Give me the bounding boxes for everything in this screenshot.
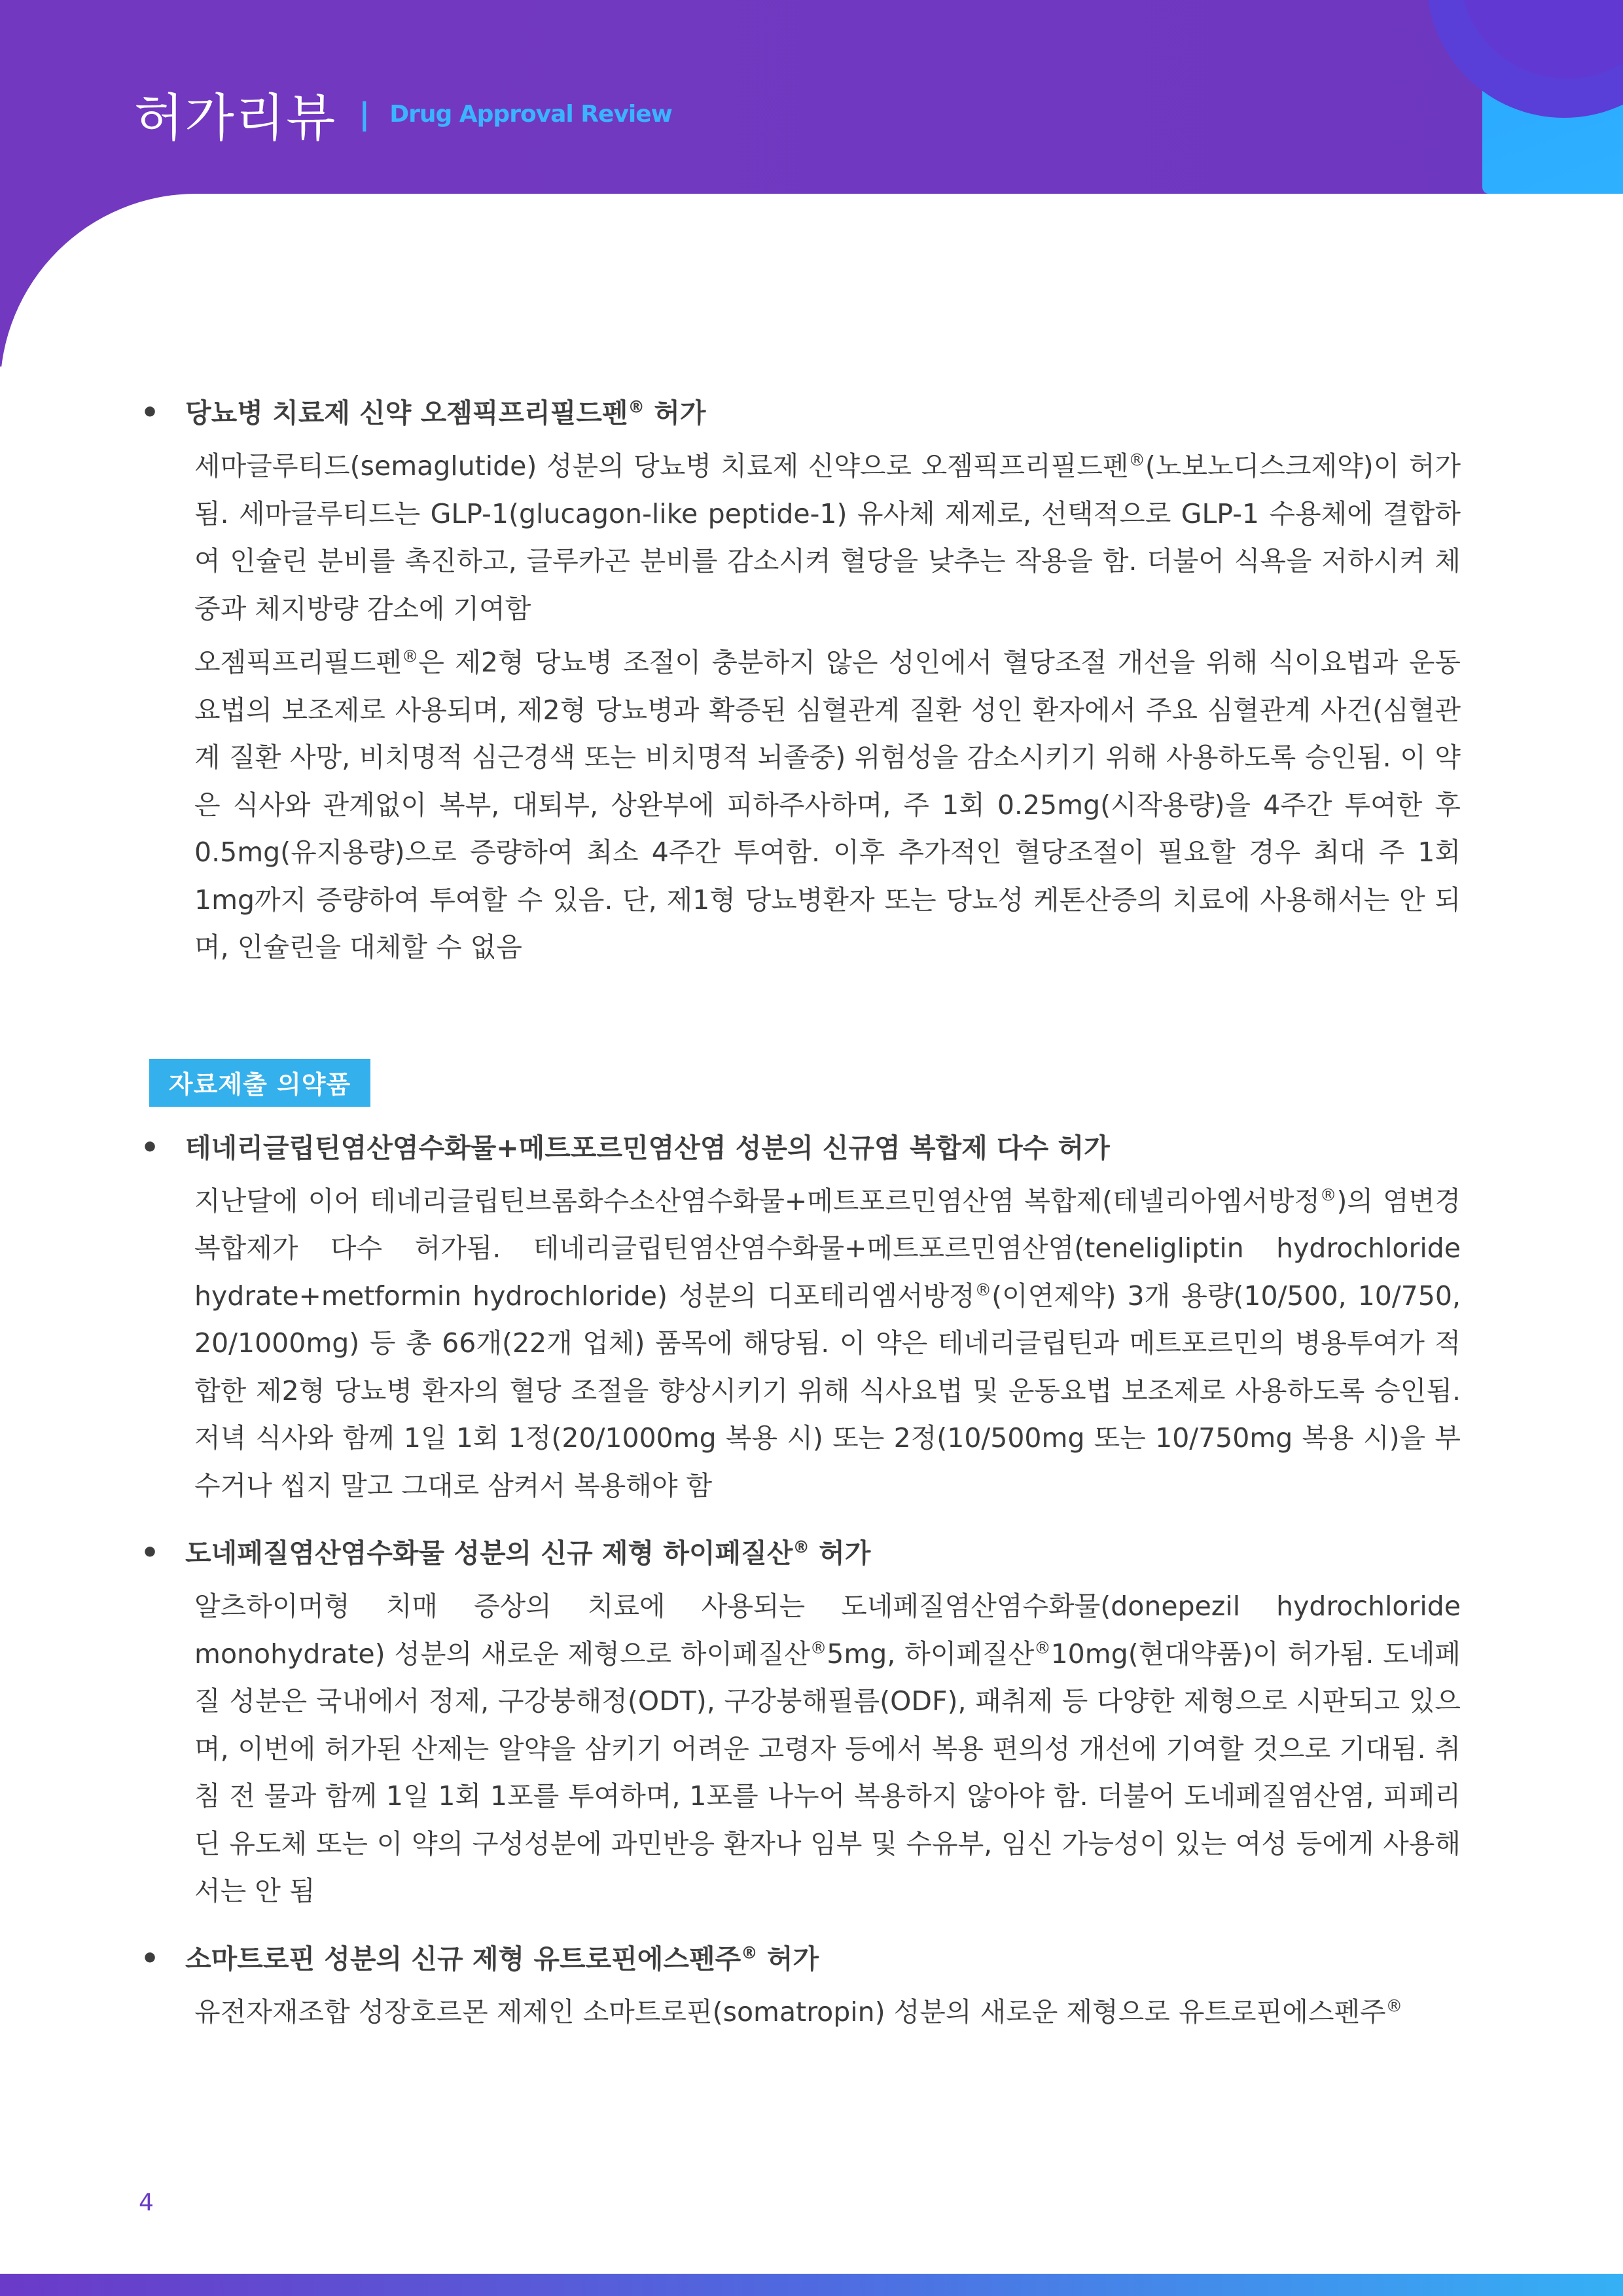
article-body <box>141 393 1489 2042</box>
bullet: • <box>141 1536 160 1570</box>
brand <box>134 77 672 151</box>
section-subtitle: Drug Approval Review <box>389 100 672 128</box>
paragraph: 세마글루티드(semaglutide) 성분의 당뇨병 치료제 신약으로 오젬픽프리필드펜®(노보노디스크제약)이 허가됨. 세마글루티드는 GLP-1(glucagon-like peptide-1) 유사체 제제로, 선택적으로 GLP-1 수용체에 결합하여 인슐린 분비를 촉진하고, 글루카곤 분비를 감소시켜 혈당을 낮추는 작용을 함. 더불어 식욕을 저하시켜 체중과 체지방량 감소에 기여함 <box>194 450 1461 624</box>
paragraph: 유전자재조합 성장호르몬 제제인 소마트로핀(somatropin) 성분의 새로운 제형으로 유트로핀에스펜주® <box>194 1995 1403 2028</box>
paragraph: 알츠하이머형 치매 증상의 치료에 사용되는 도네페질염산염수화물(donepezil hydrochloride monohydrate) 성분의 새로운 제형으로 하이페질산®5mg, 하이페질산®10mg(현대약품)이 허가됨. 도네페질 성분은 국내에서 정제, 구강붕해정(ODT), 구강붕해필름(ODF), 패취제 등 다양한 제형으로 시판되고 있으며, 이번에 허가된 산제는 알약을 삼키기 어려운 고령자 등에서 복용 편의성 개선에 기여할 것으로 기대됨. 취침 전 물과 함께 1일 1회 1포를 투여하며, 1포를 나누어 복용하지 않아야 함. 더불어 도네페질염산염, 피페리딘 유도체 또는 이 약의 구성성분에 과민반응 환자나 임부 및 수유부, 임신 가능성이 있는 여성 등에게 사용해서는 안 됨 <box>194 1590 1461 1907</box>
section-title: 허가리뷰 <box>134 89 337 148</box>
paragraph: 지난달에 이어 테네리글립틴브롬화수소산염수화물+메트포르민염산염 복합제(테넬리아엠서방정®)의 염변경 복합제가 다수 허가됨. 테네리글립틴염산염수화물+메트포르민염산염(teneligliptin hydrochloride hydrate+metformin hydrochloride) 성분의 디포테리엠서방정®(이연제약) 3개 용량(10/500, 10/750, 20/1000mg) 등 총 66개(22개 업체) 품목에 해당됨. 이 약은 테네리글립틴과 메트포르민의 병용투여가 적합한 제2형 당뇨병 환자의 혈당 조절을 향상시키기 위해 식사요법 및 운동요법 보조제로 사용하도록 승인됨. 저녁 식사와 함께 1일 1회 1정(20/1000mg 복용 시) 또는 2정(10/500mg 또는 10/750mg 복용 시)을 부수거나 씹지 말고 그대로 삼켜서 복용해야 함 <box>194 1184 1461 1501</box>
item-heading-text: 테네리글립틴염산염수화물+메트포르민염산염 성분의 신규염 복합제 다수 허가 <box>185 1132 1110 1164</box>
corner-decoration <box>1482 0 1623 194</box>
bullet: • <box>141 396 160 429</box>
item-heading-text: 도네페질염산염수화물 성분의 신규 제형 하이페질산 <box>185 1537 793 1569</box>
item-heading-suffix: 허가 <box>644 397 706 429</box>
bullet: • <box>141 1941 160 1975</box>
item-heading-suffix: 허가 <box>757 1943 819 1975</box>
registered-mark: ® <box>793 1537 810 1557</box>
page-number: 4 <box>139 2189 154 2216</box>
registered-mark: ® <box>628 397 645 417</box>
registered-mark: ® <box>741 1942 758 1962</box>
item-heading-text: 소마트로핀 성분의 신규 제형 유트로핀에스펜주 <box>185 1943 741 1975</box>
footer-bar <box>0 2274 1623 2296</box>
paragraph: 오젬픽프리필드펜®은 제2형 당뇨병 조절이 충분하지 않은 성인에서 혈당조절 개선을 위해 식이요법과 운동요법의 보조제로 사용되며, 제2형 당뇨병과 확증된 심혈관계 질환 성인 환자에서 주요 심혈관계 사건(심혈관계 질환 사망, 비치명적 심근경색 또는 비치명적 뇌졸중) 위험성을 감소시키기 위해 사용하도록 승인됨. 이 약은 식사와 관계없이 복부, 대퇴부, 상완부에 피하주사하며, 주 1회 0.25mg(시작용량)을 4주간 투여한 후 0.5mg(유지용량)으로 증량하여 최소 4주간 투여함. 이후 추가적인 혈당조절이 필요할 경우 최대 주 1회 1mg까지 증량하여 투여할 수 있음. 단, 제1형 당뇨병환자 또는 당뇨성 케톤산증의 치료에 사용해서는 안 되며, 인슐린을 대체할 수 없음 <box>194 646 1461 963</box>
item-heading <box>141 1533 1489 1573</box>
item-heading <box>141 1128 1489 1168</box>
item-heading <box>141 1939 1489 1979</box>
category-badge: 자료제출 의약품 <box>149 1059 370 1107</box>
title-separator: | <box>359 96 370 132</box>
item-heading <box>141 393 1489 433</box>
bullet: • <box>141 1130 160 1164</box>
item-heading-text: 당뇨병 치료제 신약 오젬픽프리필드펜 <box>185 397 628 429</box>
item-heading-suffix: 허가 <box>809 1537 871 1569</box>
